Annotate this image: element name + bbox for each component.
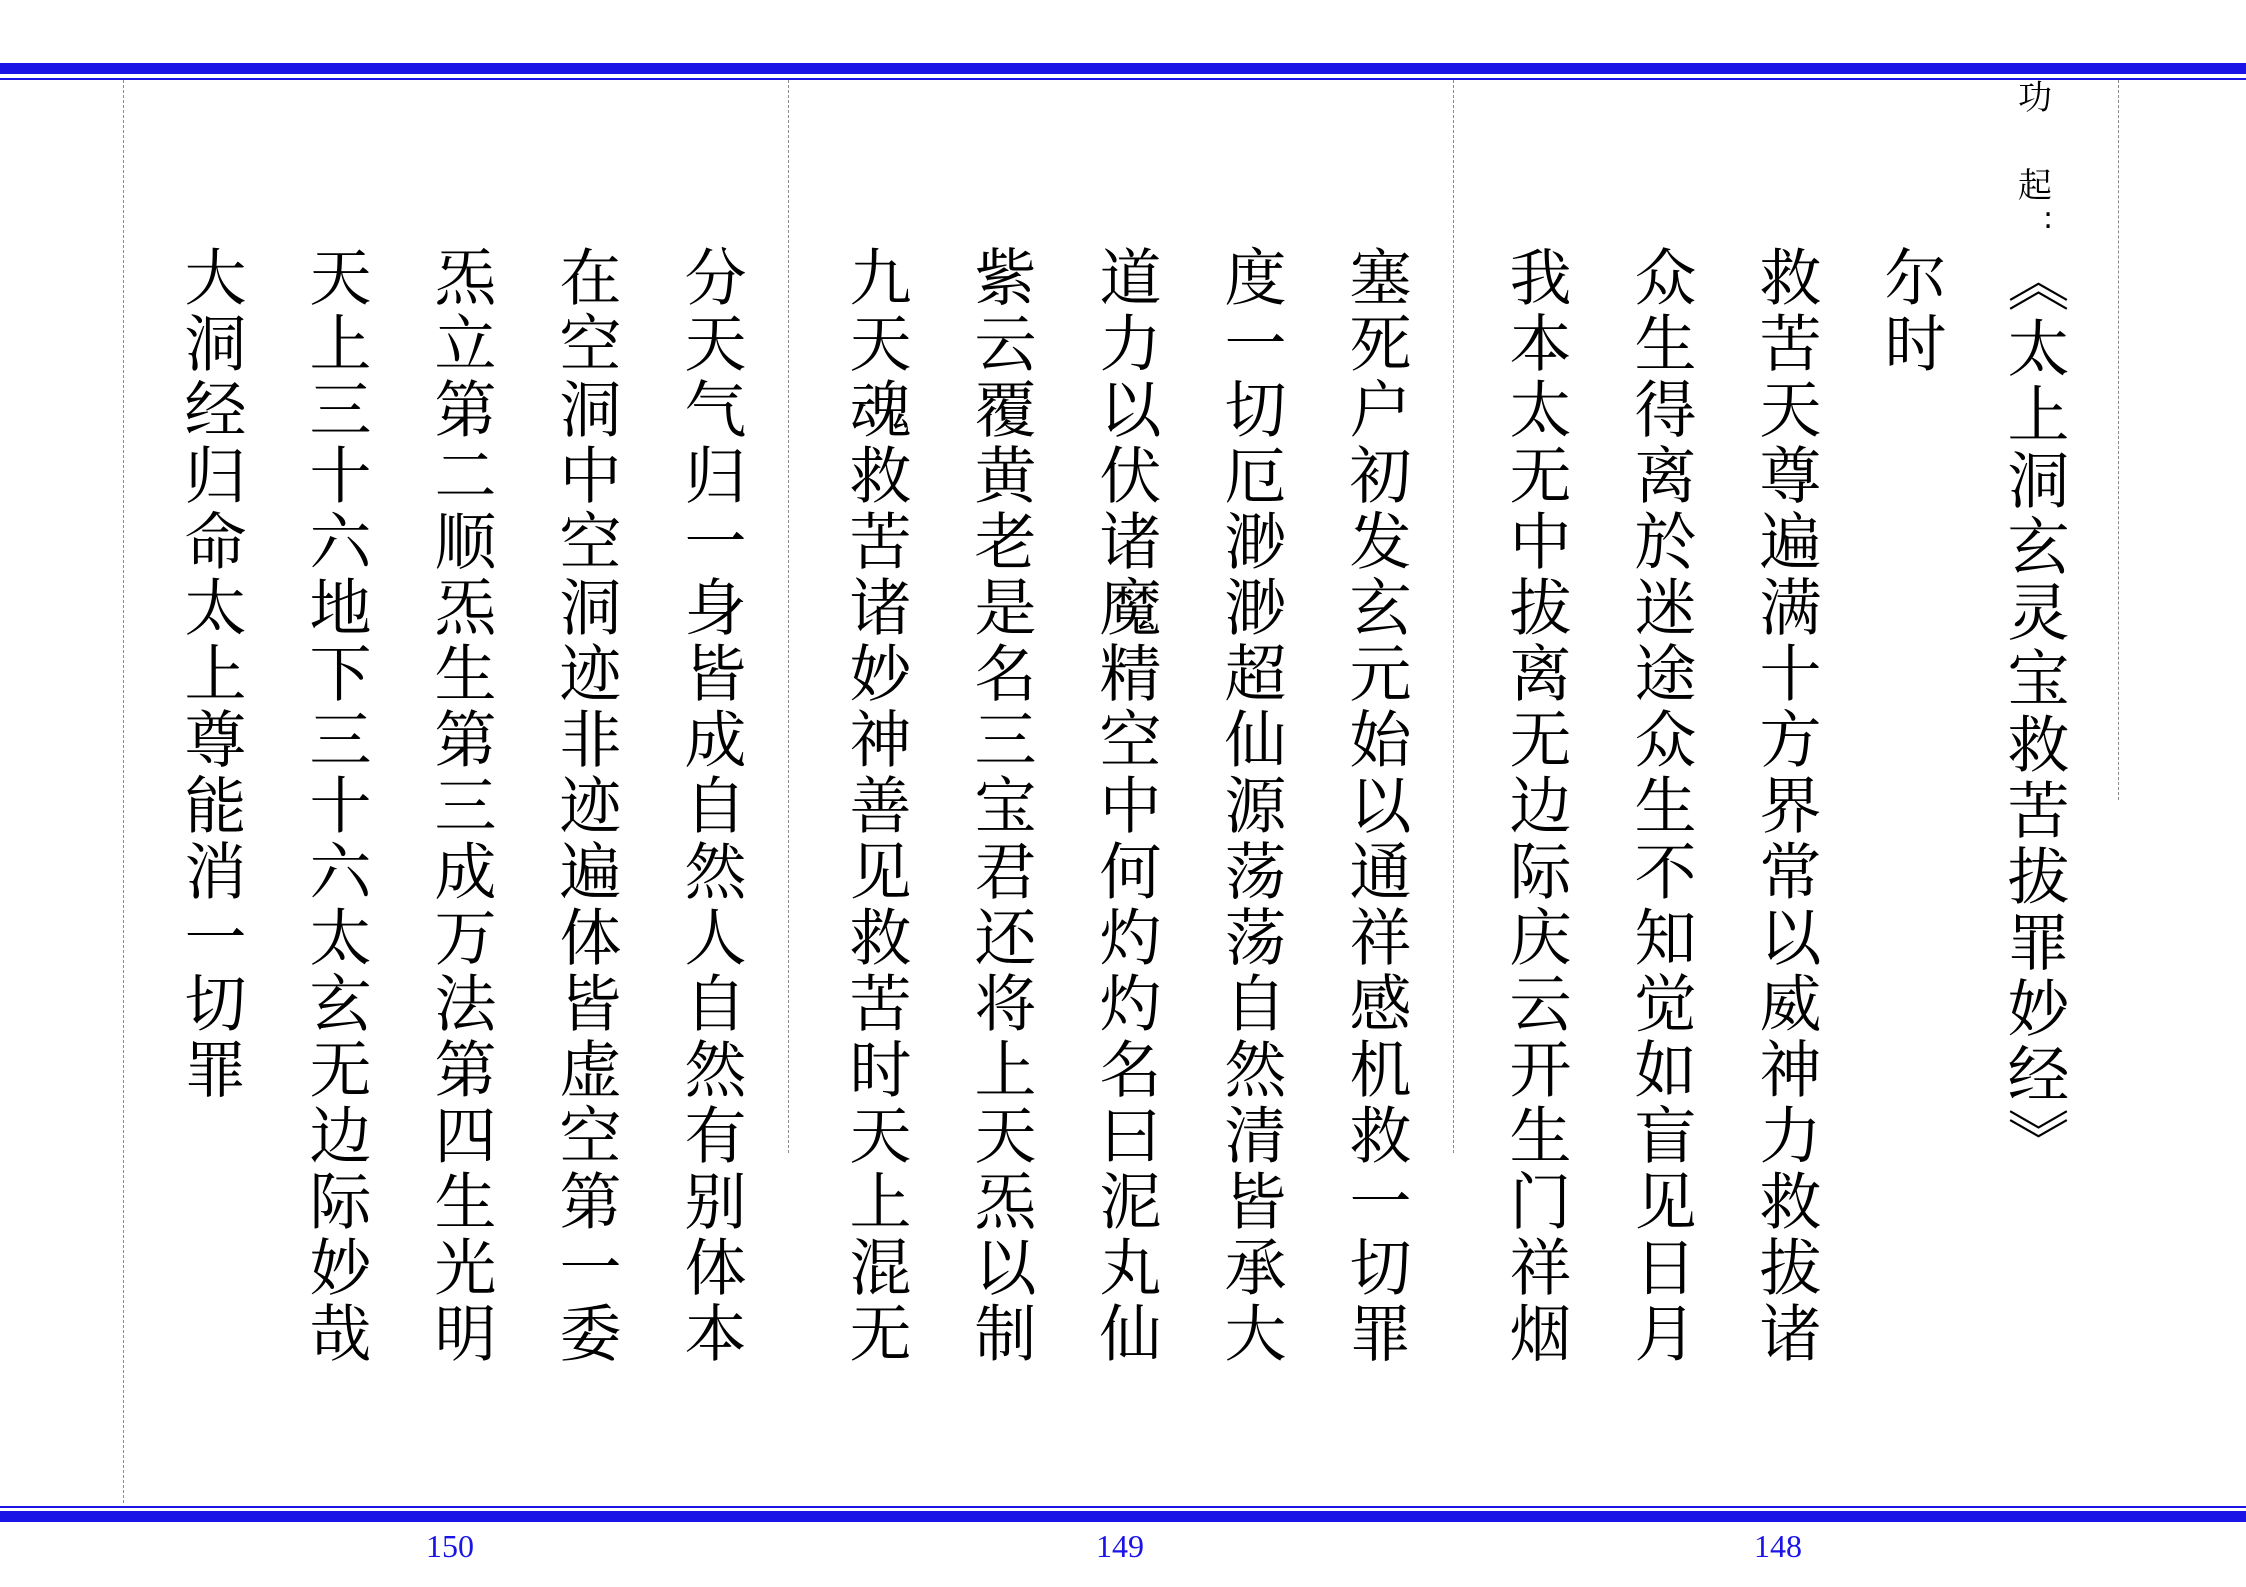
- text-column-2: 救苦天尊遍满十方界常以威神力救拔诸: [1749, 245, 1822, 1367]
- text-column-13: 天上三十六地下三十六太玄无边际妙哉: [299, 245, 372, 1367]
- header-label-second: 起: [2018, 166, 2052, 206]
- text-column-3: 众生得离於迷途众生不知觉如盲见日月: [1624, 245, 1697, 1367]
- text-column-6: 度一切厄渺渺超仙源荡荡自然清皆承大: [1214, 245, 1287, 1367]
- header-label-top: 功: [2018, 78, 2052, 118]
- page-divider-left: [123, 80, 124, 1503]
- page-divider-150-149: [788, 80, 789, 1153]
- page-number-150: 150: [426, 1528, 474, 1564]
- header-label-colon: :: [2043, 201, 2054, 236]
- scripture-title: 《太上洞玄灵宝救苦拔罪妙经》: [1997, 250, 2070, 1174]
- top-border-thin-line: [0, 78, 2246, 80]
- text-column-5: 塞死户初发玄元始以通祥感机救一切罪: [1339, 245, 1412, 1367]
- page-number-149: 149: [1096, 1528, 1144, 1564]
- page-number-148: 148: [1754, 1528, 1802, 1564]
- text-column-14: 大洞经归命太上尊能消一切罪: [174, 245, 247, 1103]
- text-column-11: 在空洞中空洞迹非迹遍体皆虚空第一委: [549, 245, 622, 1367]
- text-column-9: 九天魂救苦诸妙神善见救苦时天上混无: [839, 245, 912, 1367]
- text-column-7: 道力以伏诸魔精空中何灼灼名曰泥丸仙: [1089, 245, 1162, 1367]
- bottom-border-thick-line: [0, 1511, 2246, 1522]
- text-column-1: 尔时: [1874, 245, 1947, 377]
- top-border-thick-line: [0, 63, 2246, 74]
- text-column-10: 分天气归一身皆成自然人自然有别体本: [674, 245, 747, 1367]
- page-divider-149-148: [1453, 80, 1454, 1153]
- text-column-12: 炁立第二顺炁生第三成万法第四生光明: [424, 245, 497, 1367]
- text-column-8: 紫云覆黄老是名三宝君还将上天炁以制: [964, 245, 1037, 1367]
- bottom-border-thin-line: [0, 1506, 2246, 1508]
- text-column-4: 我本太无中拔离无边际庆云开生门祥烟: [1499, 245, 1572, 1367]
- page-divider-right: [2118, 80, 2119, 800]
